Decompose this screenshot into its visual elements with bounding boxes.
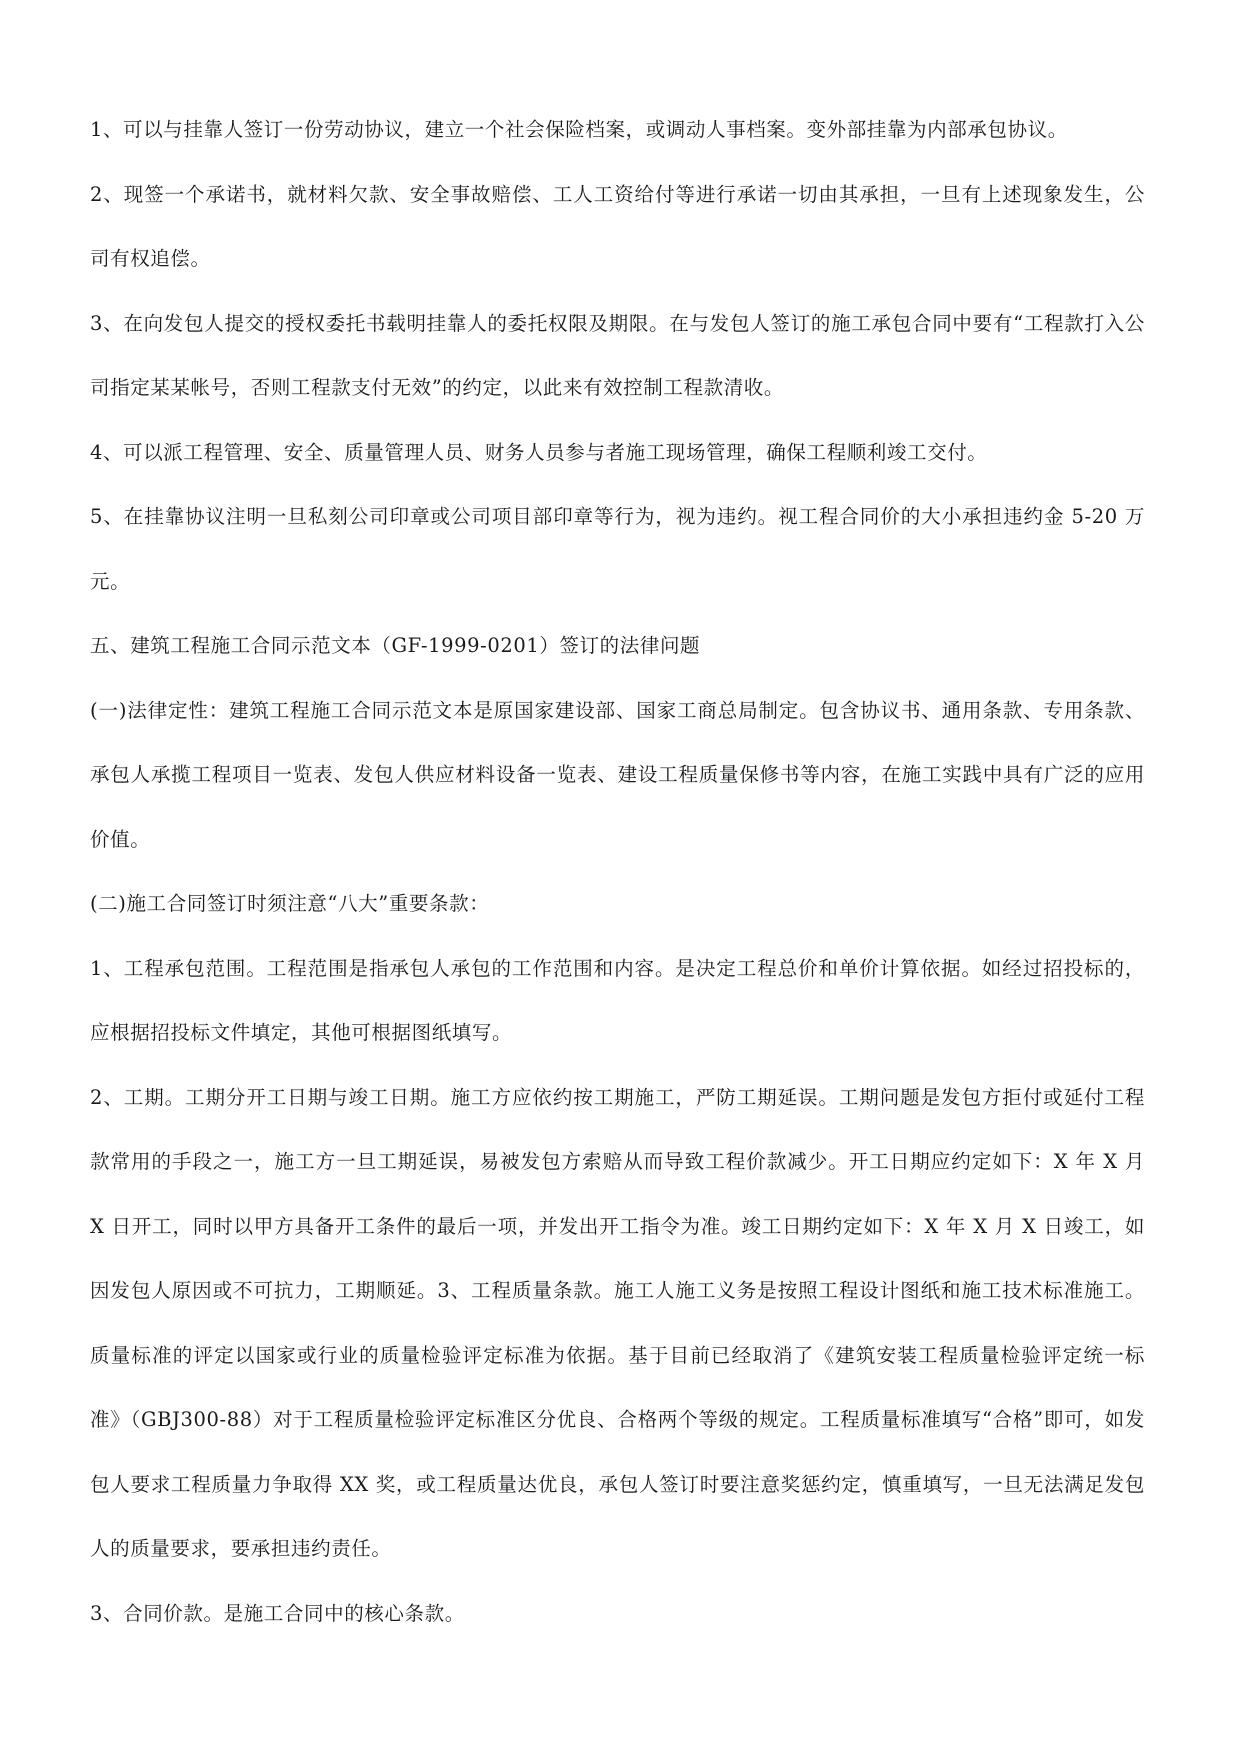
paragraph-clause-2: 2、现签一个承诺书，就材料欠款、安全事故赔偿、工人工资给付等进行承诺一切由其承担，一旦有上述现象发生，公司有权追偿。 [90,182,1145,270]
paragraph-clause-4: 4、可以派工程管理、安全、质量管理人员、财务人员参与者施工现场管理，确保工程顺利竣工交付。 [90,440,988,464]
paragraph-clause-1: 1、可以与挂靠人签订一份劳动协议，建立一个社会保险档案，或调动人事档案。变外部挂靠为内部承包协议。 [90,118,1068,141]
paragraph-clause-3: 3、在向发包人提交的授权委托书载明挂靠人的委托权限及期限。在与发包人签订的施工承包合同中要有“工程款打入公司指定某某帐号，否则工程款支付无效”的约定，以此来有效控制工程款清收。 [90,311,1145,399]
paragraph-eight-clauses: (二)施工合同签订时须注意“八大”重要条款： [90,892,490,915]
paragraph-contract-price: 3、合同价款。是施工合同中的核心条款。 [90,1601,465,1625]
paragraph-duration-quality: 2、工期。工期分开工日期与竣工日期。施工方应依约按工期施工，严防工期延误。工期问题是发包方拒付或延付工程款常用的手段之一，施工方一旦工期延误，易被发包方索赔从而导致工程价款减少。开工日期应约定如下：X 年 X 月 X 日开工，同时以甲方具备开工条件的最后一项，并发出开工指令为准。竣工日期约定如下：X 年 X 月 X 日竣工，如因发包人原因或不可抗力，工期顺延。3、工程质量条款。施工人施工义务是按照工程设计图纸和施工技术标准施工。质量标准的评定以国家或行业的质量检验评定标准为依据。基于目前已经取消了《建筑安装工程质量检验评定统一标准》（GBJ300-88）对于工程质量检验评定标准区分优良、合格两个等级的规定。工程质量标准填写“合格”即可，如发包人要求工程质量力争取得 XX 奖，或工程质量达优良，承包人签订时要注意奖惩约定，慎重填写，一旦无法满足发包人的质量要求，要承担违约责任。 [90,1085,1145,1560]
document-body [90,98,1145,1646]
paragraph-scope: 1、工程承包范围。工程范围是指承包人承包的工作范围和内容。是决定工程总价和单价计算依据。如经过招投标的，应根据招投标文件填定，其他可根据图纸填写。 [90,956,1145,1044]
paragraph-legal-nature: (一)法律定性：建筑工程施工合同示范文本是原国家建设部、国家工商总局制定。包含协议书、通用条款、专用条款、承包人承揽工程项目一览表、发包人供应材料设备一览表、建设工程质量保修书等内容，在施工实践中具有广泛的应用价值。 [90,698,1145,851]
section-heading: 五、建筑工程施工合同示范文本（GF-1999-0201）签订的法律问题 [90,634,701,657]
paragraph-clause-5: 5、在挂靠协议注明一旦私刻公司印章或公司项目部印章等行为，视为违约。视工程合同价的大小承担违约金 5-20 万元。 [90,505,1145,593]
